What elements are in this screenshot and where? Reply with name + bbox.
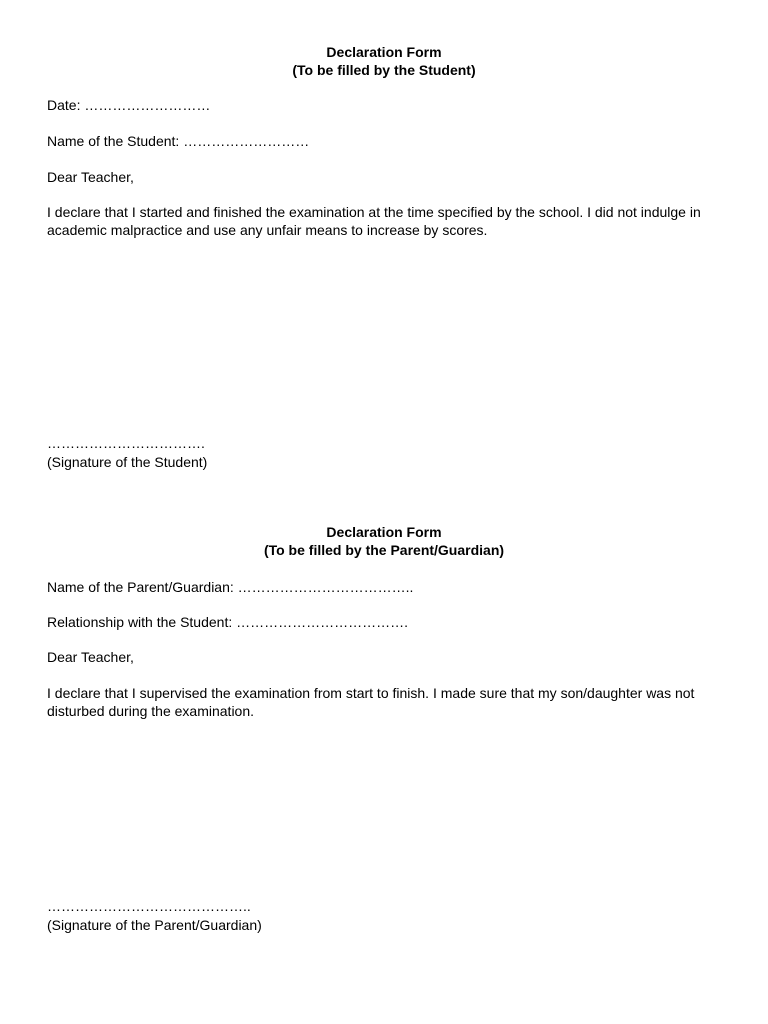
student-date-line: Date: ……………………… (47, 97, 211, 113)
parent-declaration-section (47, 523, 717, 933)
student-form-heading (47, 43, 721, 79)
parent-signature-line: …………………………………….. (47, 898, 251, 914)
student-signature-label: (Signature of the Student) (47, 454, 208, 470)
parent-name-line: Name of the Parent/Guardian: ……………………………….. (47, 579, 414, 595)
parent-salutation: Dear Teacher, (47, 649, 134, 665)
student-form-subtitle: (To be filled by the Student) (292, 62, 476, 78)
student-declaration-section (47, 43, 717, 470)
student-name-line: Name of the Student: ……………………… (47, 133, 310, 149)
parent-declaration-text: I declare that I supervised the examination from start to finish. I made sure that my son/daughter was not disturbed during the examination. (47, 685, 695, 719)
parent-form-heading (47, 523, 721, 559)
student-salutation: Dear Teacher, (47, 169, 134, 185)
student-form-title: Declaration Form (326, 44, 442, 60)
student-declaration-text: I declare that I started and finished the examination at the time specified by the school. I did not indulge in academic malpractice and use any unfair means to increase by scores. (47, 204, 701, 238)
parent-form-subtitle: (To be filled by the Parent/Guardian) (263, 542, 505, 558)
student-signature-line: ……………………………. (47, 435, 205, 451)
parent-relationship-line: Relationship with the Student: ………………………………. (47, 614, 409, 630)
parent-signature-label: (Signature of the Parent/Guardian) (47, 917, 262, 933)
parent-form-title: Declaration Form (326, 524, 442, 540)
